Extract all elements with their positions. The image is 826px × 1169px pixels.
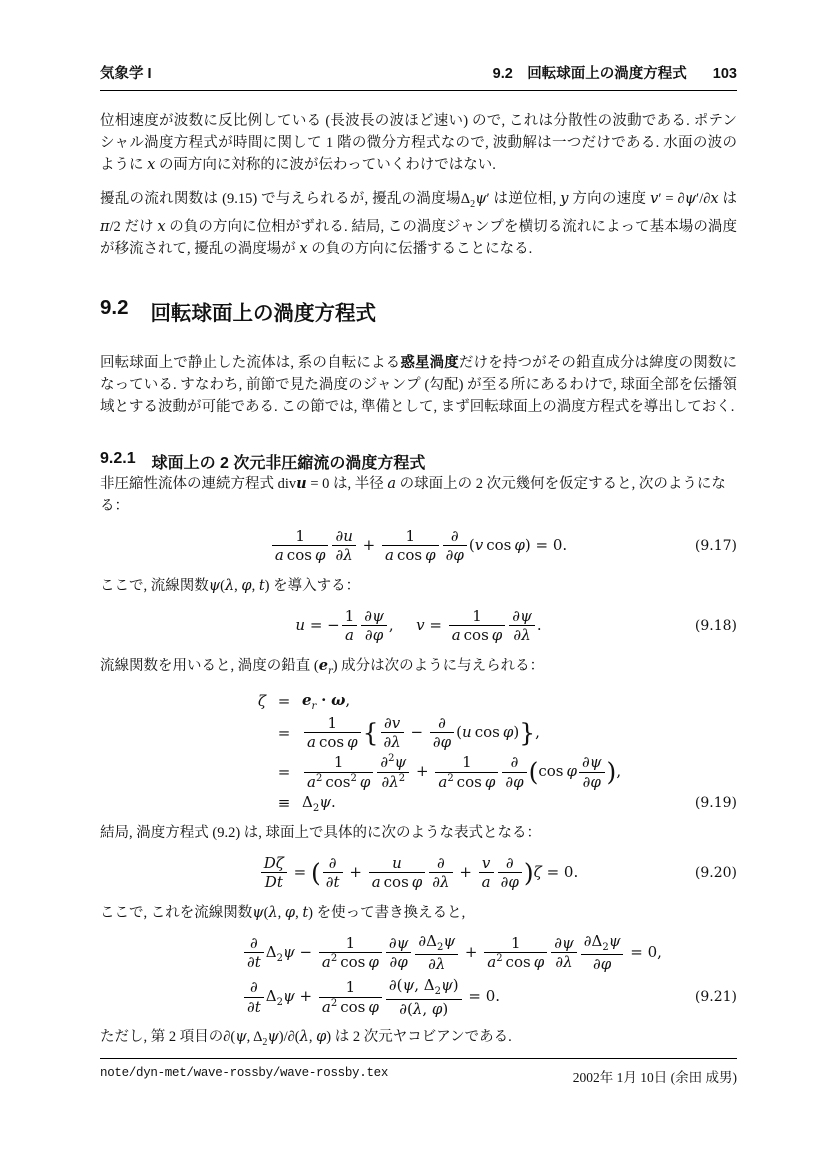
subsection-number: 9.2.1: [100, 449, 136, 467]
paragraph-dispersion: 位相速度が波数に反比例している (長波長の波ほど速い) ので, これは分散性の波動である. ポテンシャル渦度方程式が時間に関して 1 階の微分方程式なので, 波動解は一つだけである. 水面の波のように x の両方向に対称的に波が伝わっていくわけではない.: [100, 113, 737, 173]
equation-9-19-line-1: ζ = $e_r \cdot \omega$,: [257, 690, 351, 712]
header-section-title: 9.2 回転球面上の渦度方程式: [492, 66, 687, 82]
section-title: 回転球面上の渦度方程式: [150, 301, 376, 325]
equation-9-21-line-1: ∂ ∂t $\Delta_2\psi$ − $\frac{1}{a^2 \cos \varphi}$ $\frac{\partial\psi}{\partial\varphi}$ $\frac{\partial\Delta_2\psi}{\partial\lambda}$ + $\frac{1}{a^2 \cos \varphi}$ $\frac{\partial\psi}{\partial\lambda}$ $\frac{\partial\Delta_2\psi}{\partial\varphi}$ = 0,: [100, 932, 737, 973]
equation-9-20: [100, 853, 737, 893]
running-header: [100, 62, 737, 91]
section-number: 9.2: [100, 295, 129, 319]
header-course-title: 気象学 I: [100, 66, 152, 82]
paragraph-disturbance: 擾乱の流れ関数は (9.15) で与えられるが, 擾乱の渦度場$\Delta_2\psi'$ は逆位相, y 方向の速度 v′ = ∂ψ′/∂x はπ/2 だけ x の負の方向に位相がずれる. 結局, この渦度ジャンプを横切る流れによって基本場の渦度が移流されて, 擾乱の渦度場が x の負の方向に伝播することになる.: [100, 191, 738, 257]
equation-9-18: [100, 606, 737, 646]
section-heading-9-2: [100, 296, 737, 326]
paragraph-vorticity-component: 流線関数を用いると, 渦度の鉛直 $(e_r)$ 成分は次のように与えられる：: [100, 656, 545, 677]
equation-9-19-line-2: = $\frac{1}{\text{a cos φ}}$ { $\frac{\partial v}{\partial\lambda}$ − ∂ ∂φ (u cos φ)},: [277, 713, 540, 752]
subsection-title: 球面上の 2 次元非圧縮流の渦度方程式: [151, 454, 426, 472]
footer-file-path: note/dyn-met/wave-rossby/wave-rossby.tex: [100, 1066, 389, 1080]
paragraph-streamfunction-intro: ここで, 流線関数ψ(λ, φ, t) を導入する：: [100, 577, 361, 594]
equation-9-18-number: (9.18): [694, 617, 737, 634]
equation-9-21-line-2: ∂ ∂t $\Delta_2\psi$ + $\frac{1}{a^2 \cos \varphi}$ $\frac{\partial(\psi, \Delta_2\psi)}{\partial(\lambda, \varphi)}$ = 0. (9.21): [100, 976, 737, 1017]
header-page-number: 103: [712, 66, 737, 82]
page-body: [100, 104, 737, 1054]
paragraph-planetary-vorticity: 回転球面上で静止した流体は, 系の自転による惑星渦度だけを持つがその鉛直成分は緯度の関数になっている. すなわち, 前節で見た渦度のジャンプ (勾配) が至る所にあるわけで, 球面全部を伝播領域とする波動が可能である. この節では, 準備として, まず回転球面上の渦度方程式を導出しておく.: [100, 354, 738, 415]
paragraph-jacobian-note: ただし, 第 2 項目の∂(ψ, $\Delta_2\psi)/\partial(\lambda$, φ) は 2 次元ヤコビアンである.: [100, 1028, 512, 1048]
equation-9-19-line-3: = $\frac{1}{a^2 \cos^2 \varphi}$ $\frac{\partial^2\psi}{\partial\lambda^2}$ + $\frac{1}{a^2 \cos \varphi}$ ∂ ∂φ (cos φ $\frac{\partial\psi}{\partial\varphi}$ ),: [277, 753, 622, 791]
paragraph-rewrite: ここで, これを流線関数ψ(λ, φ, t) を使って書き換えると,: [100, 904, 466, 921]
equation-9-18-body: u = − $\frac{1}{a}$ $\frac{\partial\psi}{\partial\varphi}$ , v = $\frac{1}{\text{a cos φ}}$ $\frac{\partial\psi}{\partial\lambda}$ .: [295, 607, 542, 645]
paragraph-continuity: 非圧縮性流体の連続方程式 divu = 0 は, 半径 a の球面上の 2 次元幾何を仮定すると, 次のようになる：: [100, 474, 726, 514]
equation-9-17: [100, 526, 737, 566]
equation-9-20-body: $\frac{D\zeta}{Dt}$ = ( ∂ ∂t + $\frac{u}{\text{a cos φ}}$ ∂ ∂λ + $\frac{v}{a}$ ∂ ∂φ )ζ = 0.: [259, 854, 578, 892]
subsection-heading-9-2-1: [100, 450, 737, 473]
equation-9-19: [100, 691, 737, 814]
equation-9-19-number: (9.19): [694, 795, 737, 812]
running-footer: [100, 1058, 737, 1086]
equation-9-19-line-4: ≡ $\Delta_2\psi$. (9.19): [277, 792, 737, 814]
equation-9-17-body: $\frac{1}{\text{a cos φ}}$ $\frac{\partial u}{\partial\lambda}$ + $\frac{1}{\text{a cos φ}}$ ∂ ∂φ (v cos φ) = 0.: [270, 527, 567, 565]
paragraph-vorticity-eq-result: 結局, 渦度方程式 (9.2) は, 球面上で具体的に次のような表式となる：: [100, 824, 542, 841]
equation-9-20-number: (9.20): [694, 864, 737, 881]
equation-9-21-number: (9.21): [694, 989, 737, 1006]
equation-9-17-number: (9.17): [694, 537, 737, 554]
equation-9-21: [100, 932, 737, 1018]
footer-date-author: 2002年 1月 10日 (余田 成男): [572, 1070, 737, 1085]
